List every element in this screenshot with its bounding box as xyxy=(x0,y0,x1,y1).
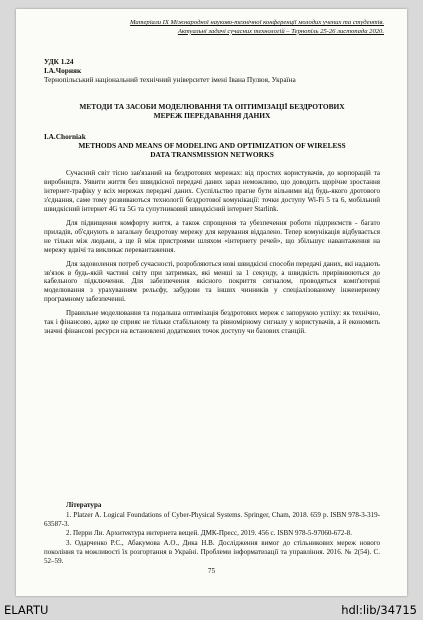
page-number: 75 xyxy=(207,567,216,575)
reference-item: 2. Перри Ли. Архитектура интернета вещей. ДМК-Пресс, 2019. 456 с. ISBN 978-5-97060-672-8. xyxy=(66,529,352,538)
author-en: I.A.Chorniak xyxy=(44,132,86,141)
repository-footer xyxy=(0,601,423,620)
affiliation: Тернопільський національний технічний університет імені Івана Пулюя, Україна xyxy=(44,75,296,84)
udk-code: УДК 1.24 xyxy=(44,57,74,66)
title-en-line-1: METHODS AND MEANS OF MODELING AND OPTIMIZATION OF WIRELESS xyxy=(78,141,346,150)
references-heading: Література xyxy=(66,501,102,509)
reference-item: 1. Platzer A. Logical Foundations of Cyber-Physical Systems. Springer, Cham, 2018. 659 p. ISBN 978-3-319-63587-3. xyxy=(44,510,380,528)
paragraph: Правильне моделювання та подальша оптимізація бездротових мереж є запорукою успіху: як технічно, так і фінансово, адже це сприяє не тільки стабільному та рівномірному сигналу у користувачів, а й економить значні фінансові ресурси на встановлені додаткових точок доступу чи базових станцій. xyxy=(44,309,380,336)
header-line-1: Матеріали IX Міжнародної науково-технічної конференції молодих учених та студентів. xyxy=(130,19,384,26)
title-ua-line-2: МЕРЕЖ ПЕРЕДАВАННЯ ДАНИХ xyxy=(153,111,271,121)
reference-item: 3. Одарченко Р.С., Абакумова А.О., Дика Н.В. Дослідження вимог до стільникових мереж нового покоління та можливості їх розгортання в Україні. Проблеми інформатизації та управління. 2016. № 2(54). С. 52–59. xyxy=(44,538,380,565)
handle-id[interactable]: hdl:lib/34715 xyxy=(341,603,417,617)
author-ua: І.А.Чорняк xyxy=(44,66,82,75)
document-page xyxy=(16,9,407,596)
title-ua xyxy=(44,102,380,121)
paragraph: Для задоволення потреб сучасності, розробляються нові швидкісні способи передачі даних, які надають зв'язок в будь-якій частині світу при затримках, які менші за 1 секунду, а швидкість прирівнюються до кабельного підключення. Для забезпечення якісного покриття сигналом, проводяться комп'ютерні моделювання з урахуванням рельєфу, забудови та інших чинників у спеціалізованому інженерному програмному забезпеченні. xyxy=(44,259,380,304)
title-en-line-2: DATA TRANSMISSION NETWORKS xyxy=(150,150,274,160)
header-line-2: Актуальні задачі сучасних технологій – Тернопіль 25-26 листопада 2020. xyxy=(177,27,384,35)
references xyxy=(44,501,380,566)
paragraph: Сучасний світ тісно зав'язаний на бездротових мережах: від простих користувачів, до корпорацій та виробництв. Уявити життя без швидкісної передачі даних зараз неможливо, що доводить щорічне зростання інтернет-трафіку у всіх мережах передачі даних. Суспільство прагне бути вільними від будь-якого дротового з'єднання, саме тому розвиваються технології бездротової комунікації: точки доступу Wi-Fi 5 та 6, мобільний швидкісний інтернет 4G та 5G та супутниковий швидкісний інтернет Starlink. xyxy=(44,169,380,213)
article-body xyxy=(44,169,380,341)
paragraph: Для підвищення комфорту життя, а також спрощення та убезпечення роботи підприємств - багато приладів, об'єднують в загальну бездротову мережу для керування віддалено. Тепер комунікація відбувається не тільки між людьми, а ще й між пристроями шляхом «інтернету речей», що збільшує навантаження на мережу вдвічі та викликає перевантаження. xyxy=(44,218,380,254)
repository-name: ELARTU xyxy=(4,603,49,617)
conference-header xyxy=(44,19,384,36)
title-ua-line-1: МЕТОДИ ТА ЗАСОБИ МОДЕЛЮВАННЯ ТА ОПТИМІЗАЦІЇ БЕЗДРОТОВИХ xyxy=(79,102,345,111)
title-en xyxy=(44,141,380,160)
